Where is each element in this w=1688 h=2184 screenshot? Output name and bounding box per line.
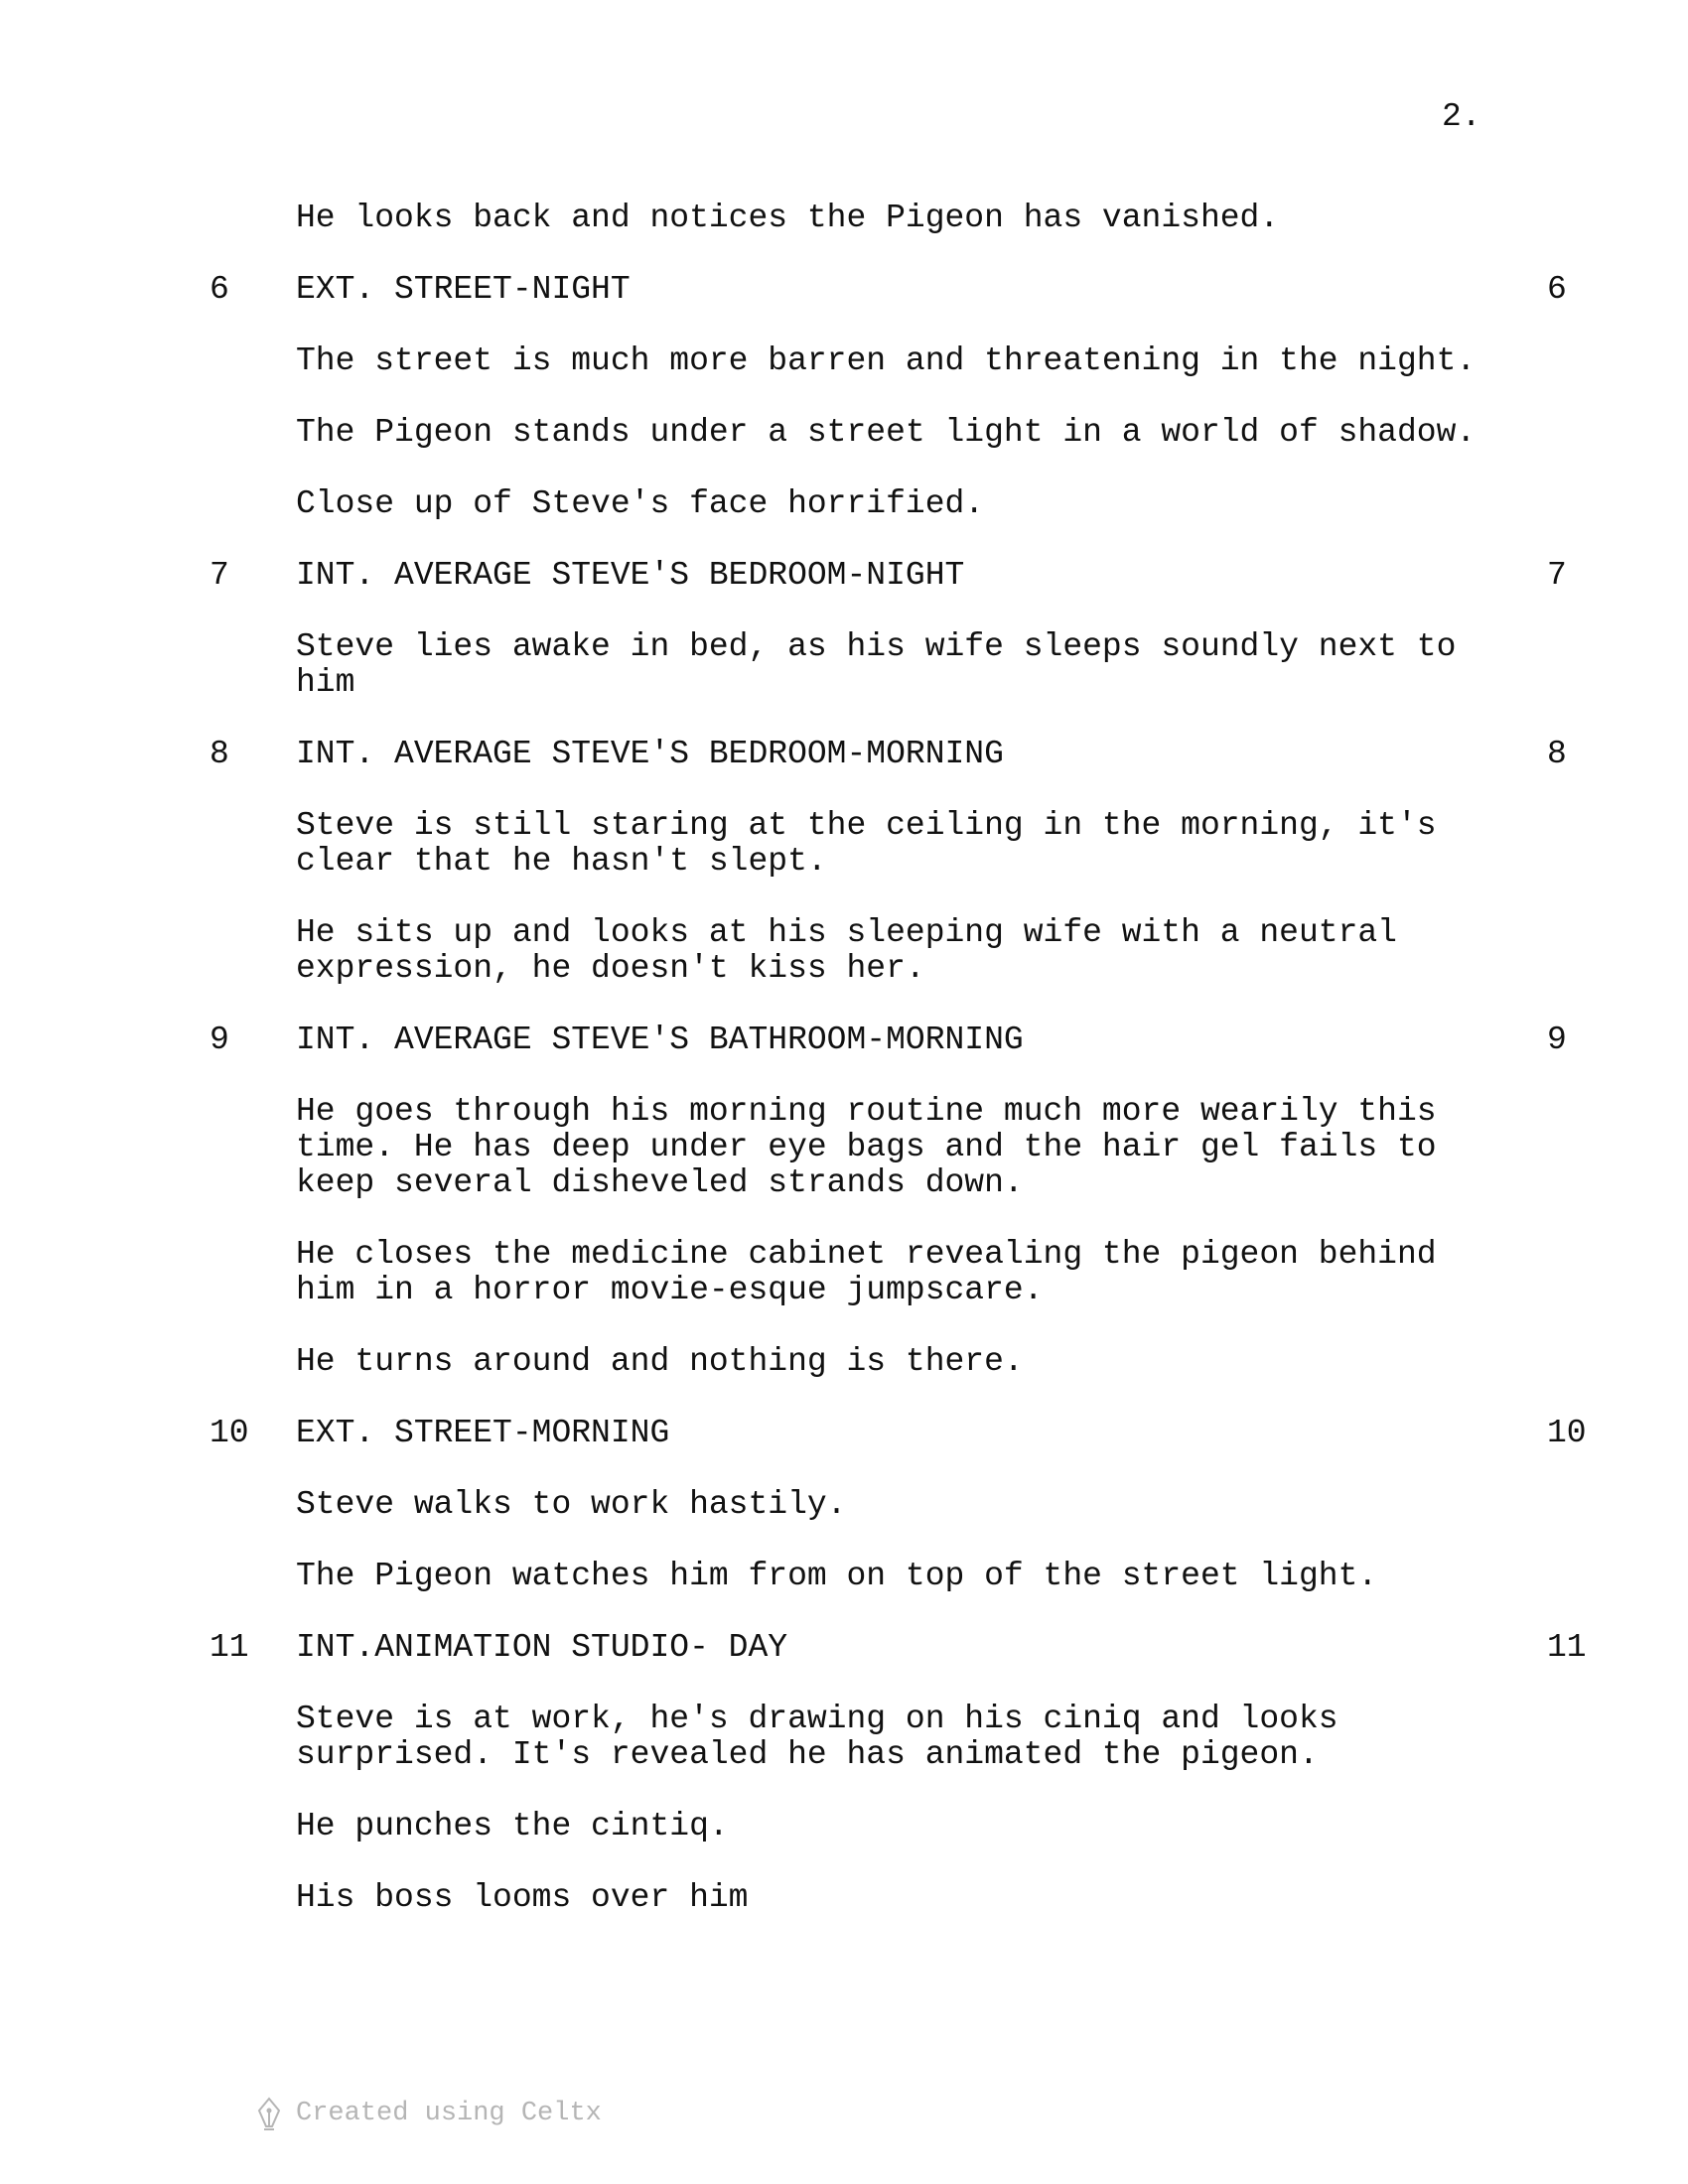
block-spacer: [0, 1308, 1688, 1344]
action-paragraph: He looks back and notices the Pigeon has vanished.: [296, 200, 1280, 236]
block-spacer: [0, 701, 1688, 737]
scene-number-right: 8: [1547, 736, 1567, 772]
block-spacer: [0, 1201, 1688, 1237]
action-paragraph: His boss looms over him: [296, 1879, 749, 1916]
scene-number-right: 9: [1547, 1022, 1567, 1058]
scene-number-left: 9: [210, 1022, 229, 1058]
scene-number-left: 8: [210, 736, 229, 772]
action-paragraph: Steve lies awake in bed, as his wife sleeps soundly next to him: [296, 628, 1457, 701]
action-paragraph: The Pigeon watches him from on top of the street light.: [296, 1558, 1378, 1594]
block-spacer: [0, 308, 1688, 343]
page-number: 2.: [1442, 98, 1481, 135]
block-spacer: [0, 1594, 1688, 1630]
celtx-pen-nib-icon: [256, 2097, 282, 2130]
scene-number-right: 10: [1547, 1415, 1587, 1451]
action-paragraph: He sits up and looks at his sleeping wife with a neutral expression, he doesn't kiss her.: [296, 914, 1397, 987]
block-spacer: [0, 1773, 1688, 1809]
scene-heading: [0, 272, 1688, 308]
block-spacer: [0, 1058, 1688, 1094]
block-spacer: [0, 1451, 1688, 1487]
scene-number-right: 11: [1547, 1629, 1587, 1666]
block-spacer: [0, 1523, 1688, 1559]
scene-heading-text: INT. AVERAGE STEVE'S BATHROOM-MORNING: [296, 1022, 1024, 1058]
block-spacer: [0, 987, 1688, 1023]
block-spacer: [0, 1380, 1688, 1416]
scene-heading-text: INT. AVERAGE STEVE'S BEDROOM-MORNING: [296, 736, 1004, 772]
block-spacer: [0, 451, 1688, 486]
scene-heading-text: INT.ANIMATION STUDIO- DAY: [296, 1629, 788, 1666]
scene-heading: [0, 558, 1688, 594]
action-paragraph: He punches the cintiq.: [296, 1808, 729, 1844]
block-spacer: [0, 1844, 1688, 1880]
scene-heading-text: EXT. STREET-NIGHT: [296, 271, 631, 308]
scene-heading: [0, 1416, 1688, 1451]
block-spacer: [0, 236, 1688, 272]
scene-number-left: 7: [210, 557, 229, 594]
scene-number-right: 7: [1547, 557, 1567, 594]
scene-heading: [0, 1630, 1688, 1666]
scene-heading: [0, 737, 1688, 772]
scene-heading-text: EXT. STREET-MORNING: [296, 1415, 670, 1451]
action-paragraph: The street is much more barren and threatening in the night.: [296, 342, 1477, 379]
action-paragraph: Steve is still staring at the ceiling in the morning, it's clear that he hasn't slept.: [296, 807, 1437, 880]
scene-number-left: 10: [210, 1415, 249, 1451]
footer-watermark: [256, 2097, 602, 2130]
block-spacer: [0, 880, 1688, 915]
action-paragraph: Steve walks to work hastily.: [296, 1486, 847, 1523]
scene-heading: [0, 1023, 1688, 1058]
block-spacer: [0, 1666, 1688, 1702]
scene-number-left: 11: [210, 1629, 249, 1666]
action-paragraph: The Pigeon stands under a street light in a world of shadow.: [296, 414, 1477, 451]
block-spacer: [0, 522, 1688, 558]
action-paragraph: He closes the medicine cabinet revealing the pigeon behind him in a horror movie-esque jumpscare.: [296, 1236, 1437, 1308]
action-paragraph: He goes through his morning routine much more wearily this time. He has deep under eye bags and the hair gel fails to keep several disheveled strands down.: [296, 1093, 1437, 1201]
screenplay-body: [0, 201, 1688, 1916]
block-spacer: [0, 594, 1688, 629]
scene-heading-text: INT. AVERAGE STEVE'S BEDROOM-NIGHT: [296, 557, 965, 594]
action-paragraph: Steve is at work, he's drawing on his ciniq and looks surprised. It's revealed he has animated the pigeon.: [296, 1701, 1338, 1773]
footer-text: Created using Celtx: [296, 2099, 602, 2128]
action-paragraph: Close up of Steve's face horrified.: [296, 485, 985, 522]
scene-number-right: 6: [1547, 271, 1567, 308]
block-spacer: [0, 772, 1688, 808]
scene-number-left: 6: [210, 271, 229, 308]
action-paragraph: He turns around and nothing is there.: [296, 1343, 1024, 1380]
block-spacer: [0, 379, 1688, 415]
